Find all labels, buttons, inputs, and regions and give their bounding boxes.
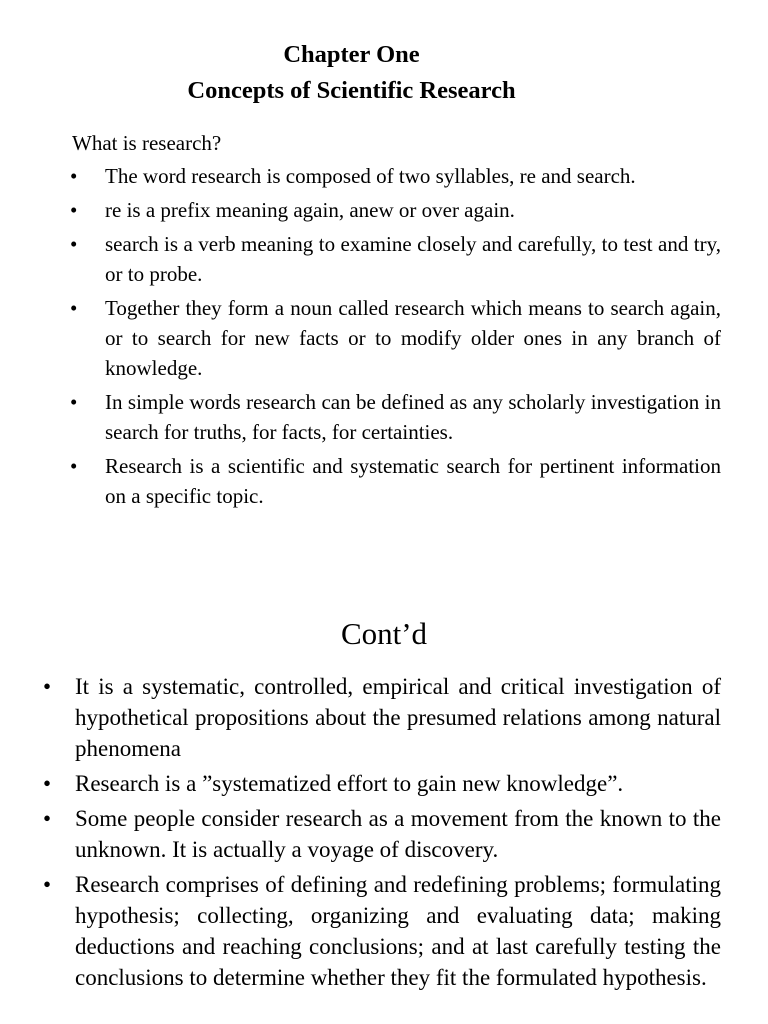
bullet-text: Research comprises of defining and redefining problems; formulating hypothesis; collecting, organizing and evaluating data; making deductions and reaching conclusions; and at last carefully testing the conclusions to determine whether they fit the formulated hypothesis. — [75, 872, 721, 990]
list-item — [43, 869, 721, 993]
bullet-text: Research is a ”systematized effort to gain new knowledge”. — [75, 771, 624, 796]
list-item — [70, 387, 721, 447]
bullet-icon: • — [43, 806, 52, 831]
bullet-list — [43, 671, 721, 997]
slide-title: Cont’d — [340, 616, 428, 651]
bullet-icon: • — [70, 296, 78, 320]
chapter-label: Chapter One — [283, 41, 420, 68]
bullet-text: Some people consider research as a movement from the known to the unknown. It is actually a voyage of discovery. — [75, 806, 721, 862]
bullet-icon: • — [70, 454, 78, 478]
bullet-icon: • — [43, 674, 52, 699]
list-item — [43, 768, 721, 799]
bullet-text: Together they form a noun called research which means to search again, or to search for new facts or to modify older ones in any branch of knowledge. — [105, 296, 721, 380]
list-item — [43, 803, 721, 865]
bullet-icon: • — [70, 198, 78, 222]
list-item — [43, 671, 721, 764]
bullet-icon: • — [70, 232, 78, 256]
bullet-icon: • — [43, 771, 52, 796]
list-item — [70, 293, 721, 383]
bullet-text: In simple words research can be defined as any scholarly investigation in search for truths, for facts, for certainties. — [105, 390, 721, 444]
list-item — [70, 195, 721, 225]
bullet-text: The word research is composed of two syllables, re and search. — [105, 164, 636, 188]
slide-contd — [0, 580, 768, 1024]
bullet-icon: • — [43, 872, 52, 897]
page-title: Concepts of Scientific Research — [187, 77, 516, 104]
list-item — [70, 451, 721, 511]
bullet-icon: • — [70, 164, 78, 188]
list-item — [70, 161, 721, 191]
bullet-text: search is a verb meaning to examine closely and carefully, to test and try, or to probe. — [105, 232, 721, 286]
list-item — [70, 229, 721, 289]
bullet-text: re is a prefix meaning again, anew or over again. — [105, 198, 515, 222]
bullet-icon: • — [70, 390, 78, 414]
chapter-heading — [0, 37, 703, 109]
bullet-list — [70, 161, 721, 515]
bullet-text: It is a systematic, controlled, empirical and critical investigation of hypothetical propositions about the presumed relations among natural phenomena — [75, 674, 721, 761]
bullet-text: Research is a scientific and systematic search for pertinent information on a specific topic. — [105, 454, 721, 508]
question-heading: What is research? — [72, 131, 222, 155]
